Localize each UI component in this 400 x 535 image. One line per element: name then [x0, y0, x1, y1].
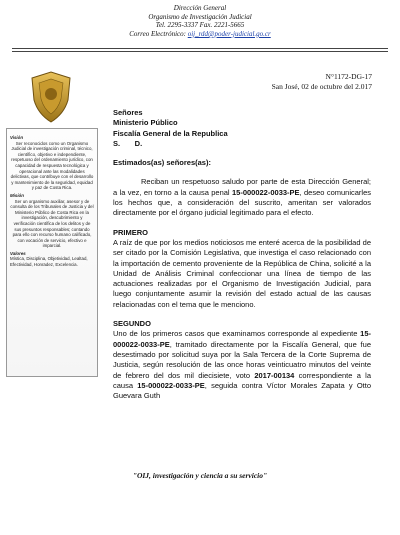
salutation: Estimados(as) señores(as):: [113, 158, 211, 168]
recipient-line-3: Fiscalía General de la Republica: [113, 128, 228, 138]
oij-badge-logo: [28, 70, 74, 124]
intro-text-a: Reciban un respetuoso saludo por parte de esta Dirección General; a la vez, en torno a la causa penal: [113, 177, 371, 197]
values-text: Mística, Disciplina, Objetividad, Lealtad, Efectividad, Honradez, Excelencia.: [10, 256, 88, 268]
header-divider-2: [12, 51, 388, 52]
intro-text-b: , deseo comunicarles los hechos que, a consideración del suscrito, ameritan ser valorados directamente por el órgano judicial legitimado para el efecto.: [113, 187, 372, 218]
segundo-text-c: correspondiente a la causa: [113, 370, 372, 390]
header-phone: Tel. 2295-3337 Fax. 2221-5665: [155, 21, 245, 30]
sidebar-mission-panel: [6, 128, 98, 377]
segundo-paragraph: [113, 329, 371, 401]
segundo-text-d: , seguida contra Víctor Morales Zapata y Otto Guevara Guth: [113, 380, 371, 401]
header-title: Dirección General: [173, 4, 227, 12]
values-title: Valores: [10, 250, 26, 256]
header-email-link[interactable]: oij_rdd@poder-judicial.go.cr: [187, 29, 271, 38]
recipient-line-1: Señores: [113, 108, 143, 117]
section-heading-primero: PRIMERO: [113, 227, 149, 237]
vision-title: Visión: [10, 135, 24, 140]
segundo-voto-number: 2017-00134: [254, 370, 295, 380]
place-date: San José, 02 de octubre del 2.017: [271, 82, 372, 91]
reference-block: [272, 72, 372, 92]
segundo-text-a: Uno de los primeros casos que examinamos corresponde al expediente: [113, 329, 361, 339]
letter-body: [113, 108, 371, 401]
intro-paragraph: [113, 177, 371, 218]
intro-case-number: 15-000022-0033-PE: [231, 187, 300, 197]
header-organization: Organismo de Investigación Judicial: [148, 12, 252, 21]
recipient-line-2: Ministerio Público: [113, 118, 178, 128]
header-divider: [12, 48, 388, 49]
segundo-case-number-2: 15-000022-0033-PE: [137, 380, 205, 390]
segundo-text-b: , tramitado directamente por la Fiscalía General, que fue desestimado por solicitud suya por la Sala Tercera de la Corte Suprema de Justicia, según resolución de las once horas veinticuatro minutos del veinte de febrero del dos mil diecisiete, voto: [113, 339, 371, 380]
reference-number: N°1172-DG-17: [325, 72, 372, 81]
segundo-case-number-1: 15-000022-0033-PE: [113, 329, 371, 349]
footer-slogan: "OIJ, investigación y ciencia a su servicio": [132, 471, 268, 480]
recipient-block: [113, 108, 371, 149]
primero-paragraph: A raíz de que por los medios noticiosos me enteré acerca de la posibilidad de ser citado por la Comisión Legislativa, que investiga el caso relacionado con la importación de cemento proveniente de la República de China, solicité a la Unidad de Análisis Criminal confeccionar una línea de tiempo de las actuaciones realizadas por el Organismo de Investigación Judicial, para luego conjuntamente asumir la revisión del estado actual de las causas relacionadas con el tema que le menciono.: [113, 237, 371, 309]
recipient-line-4: S. D.: [113, 138, 143, 148]
mission-text: Ser un organismo auxiliar, asesor y de consulta de los Tribunales de Justicia y del Ministerio Público de Costa Rica en la investigación, descubrimiento y verificación científica de los delitos y de sus presuntos responsables; contando para ello con recurso humano calificado, con vocación de servicio, efectivo e imparcial.: [10, 198, 94, 249]
header-email-line: [0, 30, 400, 39]
letterhead: [0, 4, 400, 38]
header-email-label: Correo Electrónico:: [129, 29, 188, 38]
mission-title: Misión: [10, 192, 24, 198]
section-heading-segundo: SEGUNDO: [113, 319, 151, 329]
vision-text: Ser reconocidos como un Organismo Judicial de investigación criminal, técnico, científico, objetivo e independiente, respetuoso del ordenamiento jurídico, con capacidad de respuesta tecnológica y operacional ante las modalidades delictivas, que contribuye con el desarrollo y mantenimiento de la seguridad, equidad y paz de Costa Rica.: [10, 140, 94, 191]
